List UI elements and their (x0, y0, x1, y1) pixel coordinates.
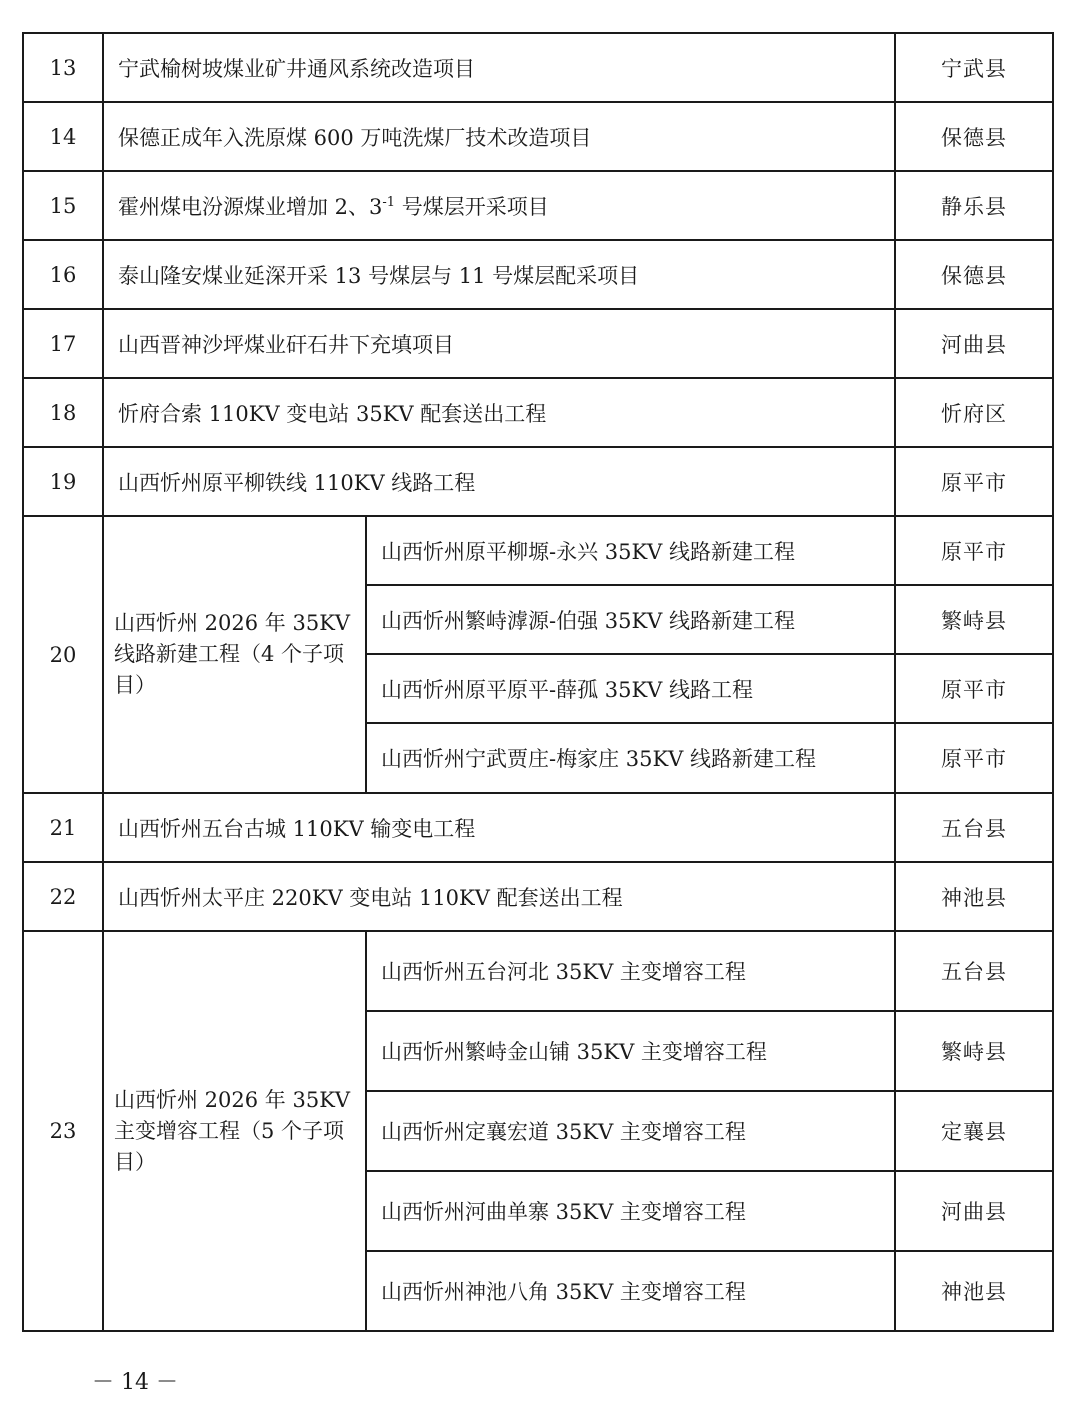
subproject-name: 山西忻州定襄宏道 35KV 主变增容工程 (366, 1091, 895, 1171)
project-name: 泰山隆安煤业延深开采 13 号煤层与 11 号煤层配采项目 (103, 240, 895, 309)
row-number: 13 (23, 33, 103, 102)
group-title: 山西忻州 2026 年 35KV 线路新建工程（4 个子项目） (103, 516, 366, 793)
county-cell: 原平市 (895, 516, 1053, 585)
county-cell: 定襄县 (895, 1091, 1053, 1171)
county-cell: 繁峙县 (895, 1011, 1053, 1091)
county-cell: 河曲县 (895, 309, 1053, 378)
subproject-name: 山西忻州原平原平-薛孤 35KV 线路工程 (366, 654, 895, 723)
county-cell: 神池县 (895, 1251, 1053, 1331)
row-number: 23 (23, 931, 103, 1331)
project-name: 宁武榆树坡煤业矿井通风系统改造项目 (103, 33, 895, 102)
county-cell: 保德县 (895, 102, 1053, 171)
table-row (23, 378, 1053, 447)
row-number: 15 (23, 171, 103, 240)
subproject-name: 山西忻州宁武贾庄-梅家庄 35KV 线路新建工程 (366, 723, 895, 793)
subproject-name: 山西忻州五台河北 35KV 主变增容工程 (366, 931, 895, 1011)
county-cell: 保德县 (895, 240, 1053, 309)
table-row (23, 240, 1053, 309)
row-number: 18 (23, 378, 103, 447)
county-cell: 五台县 (895, 793, 1053, 862)
county-cell: 静乐县 (895, 171, 1053, 240)
table-row (23, 862, 1053, 931)
row-number: 22 (23, 862, 103, 931)
county-cell: 五台县 (895, 931, 1053, 1011)
project-name: 山西晋神沙坪煤业矸石井下充填项目 (103, 309, 895, 378)
group-title: 山西忻州 2026 年 35KV 主变增容工程（5 个子项目） (103, 931, 366, 1331)
subproject-name: 山西忻州神池八角 35KV 主变增容工程 (366, 1251, 895, 1331)
row-number: 21 (23, 793, 103, 862)
project-name-text: 霍州煤电汾源煤业增加 2、3 (118, 194, 383, 219)
table-row (23, 793, 1053, 862)
project-table-container (22, 32, 1052, 1332)
subproject-name: 山西忻州河曲单寨 35KV 主变增容工程 (366, 1171, 895, 1251)
county-cell: 忻府区 (895, 378, 1053, 447)
county-cell: 繁峙县 (895, 585, 1053, 654)
project-name: 忻府合索 110KV 变电站 35KV 配套送出工程 (103, 378, 895, 447)
project-name: 山西忻州太平庄 220KV 变电站 110KV 配套送出工程 (103, 862, 895, 931)
page-number: － 14 － (92, 1370, 178, 1395)
county-cell: 河曲县 (895, 1171, 1053, 1251)
county-cell: 神池县 (895, 862, 1053, 931)
project-name: 山西忻州原平柳铁线 110KV 线路工程 (103, 447, 895, 516)
subproject-name: 山西忻州原平柳塬-永兴 35KV 线路新建工程 (366, 516, 895, 585)
project-name-text: 号煤层开采项目 (395, 194, 549, 219)
row-number: 14 (23, 102, 103, 171)
subproject-name: 山西忻州繁峙滹源-伯强 35KV 线路新建工程 (366, 585, 895, 654)
county-cell: 原平市 (895, 447, 1053, 516)
county-cell: 原平市 (895, 654, 1053, 723)
row-number: 20 (23, 516, 103, 793)
superscript: -1 (382, 194, 396, 210)
project-table (22, 32, 1054, 1332)
table-row (23, 33, 1053, 102)
table-row (23, 309, 1053, 378)
table-row (23, 171, 1053, 240)
project-name: 保德正成年入洗原煤 600 万吨洗煤厂技术改造项目 (103, 102, 895, 171)
project-name: 山西忻州五台古城 110KV 输变电工程 (103, 793, 895, 862)
row-number: 16 (23, 240, 103, 309)
table-row (23, 516, 1053, 585)
table-row (23, 931, 1053, 1011)
project-name (103, 171, 895, 240)
row-number: 17 (23, 309, 103, 378)
county-cell: 原平市 (895, 723, 1053, 793)
subproject-name: 山西忻州繁峙金山铺 35KV 主变增容工程 (366, 1011, 895, 1091)
table-row (23, 102, 1053, 171)
row-number: 19 (23, 447, 103, 516)
table-row (23, 447, 1053, 516)
county-cell: 宁武县 (895, 33, 1053, 102)
